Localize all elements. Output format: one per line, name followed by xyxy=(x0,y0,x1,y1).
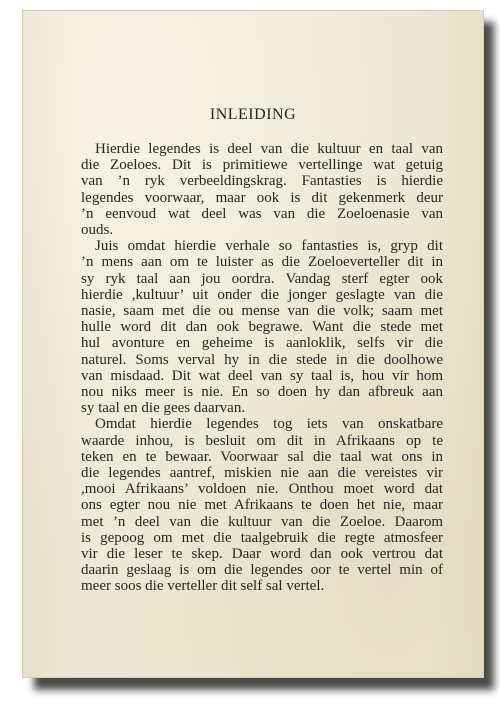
text-line: hulle word dit dan ook begrawe. Want die stede met xyxy=(81,319,443,336)
text-line: die Zoeloes. Dit is primitiewe vertellinge wat getuig xyxy=(81,157,443,174)
book-page xyxy=(22,10,484,678)
text-line: die legendes aantref, miskien nie aan die vereistes vir xyxy=(81,465,443,482)
text-line: sy taal en die gees daarvan. xyxy=(81,400,246,417)
text-line: is gepoog om met die taalgebruik die regte atmosfeer xyxy=(81,529,443,546)
text-line: teken en te bewaar. Voorwaar sal die taal wat ons in xyxy=(81,448,443,465)
text-line: Hierdie legendes is deel van die kultuur en taal van xyxy=(95,141,443,157)
text-line: vir die leser te skep. Daar word dan ook vertrou dat xyxy=(81,546,443,563)
text-line: ’n eenvoud wat deel was van die Zoeloenasie van xyxy=(81,205,443,222)
text-line: hul avonture en geheime is aanloklik, selfs vir die xyxy=(81,335,443,352)
text-line: nasie, saam met die ou mense van die volk; saam met xyxy=(81,303,443,320)
text-line: ’n mens aan om te luister as die Zoeloeverteller dit in xyxy=(81,254,443,271)
text-line: ons egter nou nie met Afrikaans te doen het nie, maar xyxy=(81,497,443,514)
text-line: van misdaad. Dit wat deel van sy taal is, hou vir hom xyxy=(81,367,443,384)
introduction-body xyxy=(81,141,443,595)
text-line: legendes voorwaar, maar ook is dit gekenmerk deur xyxy=(81,189,443,206)
paragraph-1 xyxy=(81,141,443,238)
text-line: naturel. Soms verval hy in die stede in die doolhowe xyxy=(81,351,443,368)
text-line: hierdie ,kultuur’ uit onder die jonger geslagte van die xyxy=(81,286,443,303)
text-line: met ’n deel van die kultuur van die Zoeloe. Daarom xyxy=(81,513,443,530)
text-line: daarin geslaag is om die legendes oor te vertel min of xyxy=(81,562,443,579)
text-line: sy ryk taal aan jou oordra. Vandag sterf egter ook xyxy=(81,270,443,287)
text-line: nou niks meer is nie. En so doen hy dan afbreuk aan xyxy=(81,384,443,401)
text-line: ,mooi Afrikaans’ voldoen nie. Onthou moet word dat xyxy=(81,481,443,498)
text-line: ouds. xyxy=(81,222,114,239)
text-line: meer soos die verteller dit self sal vertel. xyxy=(81,578,325,595)
text-line: Omdat hierdie legendes tog iets van onskatbare xyxy=(95,416,443,433)
text-line: van ’n ryk verbeeldingskrag. Fantasties is hierdie xyxy=(81,173,443,190)
text-line: Juis omdat hierdie verhale so fantasties is, gryp dit xyxy=(95,238,443,255)
paragraph-3 xyxy=(81,416,443,594)
text-line: waarde inhou, is besluit om dit in Afrikaans op te xyxy=(81,432,443,449)
paragraph-2 xyxy=(81,238,443,416)
page-heading: INLEIDING xyxy=(209,106,297,123)
